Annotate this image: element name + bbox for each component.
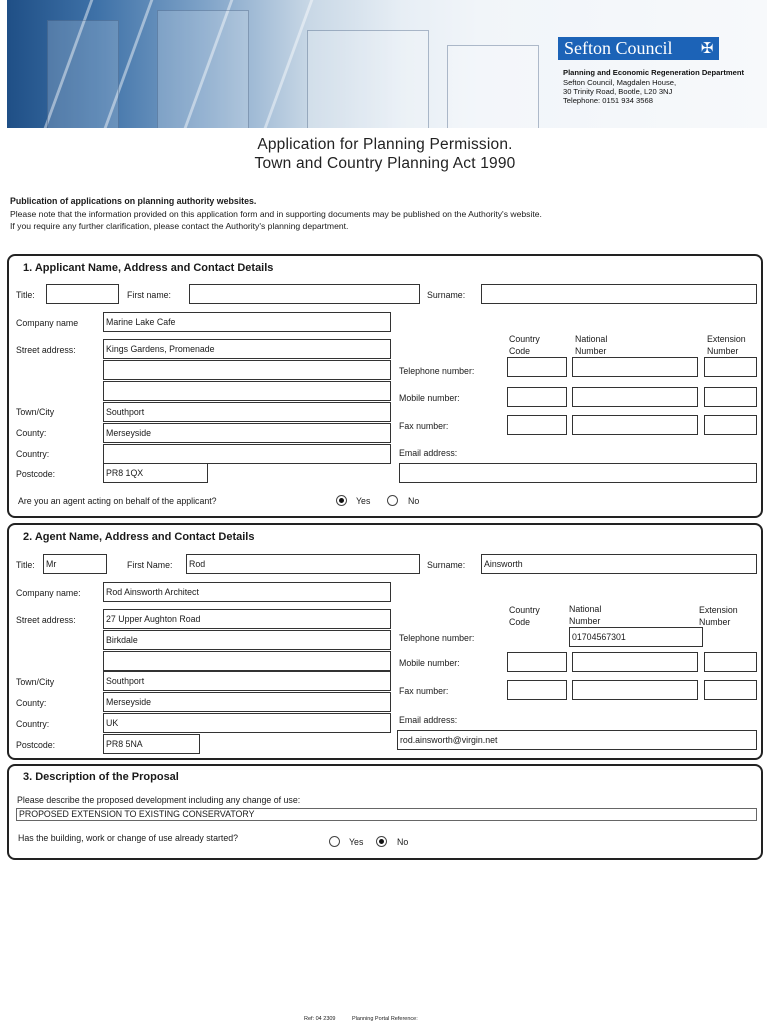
started-no-label: No — [397, 837, 409, 847]
applicant-title-input[interactable] — [46, 284, 119, 304]
started-no-radio[interactable] — [376, 836, 387, 847]
header-banner — [7, 0, 767, 128]
publication-contact: If you require any further clarification, please contact the Authority's planning department. — [10, 221, 349, 231]
agent-fax-number[interactable] — [572, 680, 698, 700]
extension-header: Extension — [707, 334, 746, 344]
telephone-label: Telephone number: — [399, 366, 475, 376]
company-label: Company name — [16, 318, 79, 328]
applicant-street-line-1[interactable]: Kings Gardens, Promenade — [103, 339, 391, 359]
applicant-town-input[interactable]: Southport — [103, 402, 391, 422]
address-line-2: 30 Trinity Road, Bootle, L20 3NJ — [563, 87, 673, 96]
applicant-section — [7, 254, 763, 518]
street-label: Street address: — [16, 345, 76, 355]
country-code-header: Country — [509, 605, 540, 615]
national-number-header-2: Number — [575, 346, 607, 356]
address-line-1: Sefton Council, Magdalen House, — [563, 78, 677, 87]
first-name-label: First name: — [127, 290, 171, 300]
agent-company-input[interactable]: Rod Ainsworth Architect — [103, 582, 391, 602]
agent-telephone-number[interactable]: 01704567301 — [569, 627, 703, 647]
country-code-header-2: Code — [509, 617, 531, 627]
title-label: Title: — [16, 290, 35, 300]
national-number-header: National — [569, 604, 602, 614]
fax-label: Fax number: — [399, 421, 449, 431]
section-heading: 2. Agent Name, Address and Contact Details — [23, 531, 255, 543]
agent-question: Are you an agent acting on behalf of the applicant? — [18, 496, 217, 506]
applicant-surname-input[interactable] — [481, 284, 757, 304]
applicant-postcode-input[interactable]: PR8 1QX — [103, 463, 208, 483]
proposal-section — [7, 764, 763, 860]
surname-label: Surname: — [427, 560, 466, 570]
applicant-telephone-country-code[interactable] — [507, 357, 567, 377]
applicant-mobile-country-code[interactable] — [507, 387, 567, 407]
publication-heading: Publication of applications on planning authority websites. — [10, 196, 257, 206]
planning-portal-reference: Planning Portal Reference: — [352, 1016, 418, 1022]
agent-no-label: No — [408, 496, 420, 506]
section-heading: 3. Description of the Proposal — [23, 771, 179, 783]
national-number-header-2: Number — [569, 616, 601, 626]
postcode-label: Postcode: — [16, 469, 56, 479]
applicant-fax-country-code[interactable] — [507, 415, 567, 435]
agent-yes-label: Yes — [356, 496, 371, 506]
agent-country-input[interactable]: UK — [103, 713, 391, 733]
section-heading: 1. Applicant Name, Address and Contact Details — [23, 262, 274, 274]
applicant-street-line-2[interactable] — [103, 360, 391, 380]
extension-header: Extension — [699, 605, 738, 615]
agent-fax-extension[interactable] — [704, 680, 757, 700]
telephone-label: Telephone number: — [399, 633, 475, 643]
first-name-label: First Name: — [127, 560, 173, 570]
council-logo: Sefton Council — [558, 37, 719, 60]
town-label: Town/City — [16, 677, 55, 687]
proposal-description-input[interactable]: PROPOSED EXTENSION TO EXISTING CONSERVATORY — [16, 808, 757, 821]
agent-title-input[interactable]: Mr — [43, 554, 107, 574]
country-label: Country: — [16, 719, 50, 729]
applicant-first-name-input[interactable] — [189, 284, 420, 304]
extension-header-2: Number — [699, 617, 731, 627]
agent-surname-input[interactable]: Ainsworth — [481, 554, 757, 574]
form-title: Application for Planning Permission. — [257, 136, 513, 153]
agent-street-line-1[interactable]: 27 Upper Aughton Road — [103, 609, 391, 629]
applicant-street-line-3[interactable] — [103, 381, 391, 401]
extension-header-2: Number — [707, 346, 739, 356]
agent-street-line-3[interactable] — [103, 651, 391, 671]
proposal-prompt: Please describe the proposed development including any change of use: — [17, 795, 301, 805]
applicant-mobile-number[interactable] — [572, 387, 698, 407]
applicant-telephone-number[interactable] — [572, 357, 698, 377]
applicant-email-input[interactable] — [399, 463, 757, 483]
started-yes-radio[interactable] — [329, 836, 340, 847]
applicant-company-input[interactable]: Marine Lake Cafe — [103, 312, 391, 332]
agent-no-radio[interactable] — [387, 495, 398, 506]
agent-mobile-extension[interactable] — [704, 652, 757, 672]
company-label: Company name: — [16, 588, 81, 598]
agent-email-input[interactable]: rod.ainsworth@virgin.net — [397, 730, 757, 750]
agent-street-line-2[interactable]: Birkdale — [103, 630, 391, 650]
applicant-country-input[interactable] — [103, 444, 391, 464]
agent-section — [7, 523, 763, 760]
postcode-label: Postcode: — [16, 740, 56, 750]
applicant-fax-extension[interactable] — [704, 415, 757, 435]
applicant-fax-number[interactable] — [572, 415, 698, 435]
mobile-label: Mobile number: — [399, 658, 460, 668]
form-subtitle: Town and Country Planning Act 1990 — [254, 155, 516, 172]
county-label: County: — [16, 428, 47, 438]
started-yes-label: Yes — [349, 837, 364, 847]
national-number-header: National — [575, 334, 608, 344]
council-crest-icon: ✠ — [700, 40, 714, 57]
agent-county-input[interactable]: Merseyside — [103, 692, 391, 712]
country-label: Country: — [16, 449, 50, 459]
surname-label: Surname: — [427, 290, 466, 300]
mobile-label: Mobile number: — [399, 393, 460, 403]
started-question: Has the building, work or change of use already started? — [18, 833, 239, 843]
title-label: Title: — [16, 560, 35, 570]
country-code-header-2: Code — [509, 346, 531, 356]
town-label: Town/City — [16, 407, 55, 417]
fax-label: Fax number: — [399, 686, 449, 696]
email-label: Email address: — [399, 448, 458, 458]
country-code-header: Country — [509, 334, 540, 344]
county-label: County: — [16, 698, 47, 708]
email-label: Email address: — [399, 715, 458, 725]
agent-mobile-number[interactable] — [572, 652, 698, 672]
street-label: Street address: — [16, 615, 76, 625]
department-name: Planning and Economic Regeneration Department — [563, 68, 745, 77]
agent-fax-country-code[interactable] — [507, 680, 567, 700]
agent-yes-radio[interactable] — [336, 495, 347, 506]
publication-note: Please note that the information provided on this application form and in supporting documents may be published on the Authority's website. — [10, 209, 542, 219]
agent-mobile-country-code[interactable] — [507, 652, 567, 672]
agent-postcode-input[interactable]: PR8 5NA — [103, 734, 200, 754]
applicant-county-input[interactable]: Merseyside — [103, 423, 391, 443]
telephone-line: Telephone: 0151 934 3568 — [563, 96, 653, 105]
applicant-mobile-extension[interactable] — [704, 387, 757, 407]
agent-town-input[interactable]: Southport — [103, 671, 391, 691]
form-reference: Ref: 04 2309 — [304, 1016, 336, 1022]
agent-first-name-input[interactable]: Rod — [186, 554, 420, 574]
applicant-telephone-extension[interactable] — [704, 357, 757, 377]
